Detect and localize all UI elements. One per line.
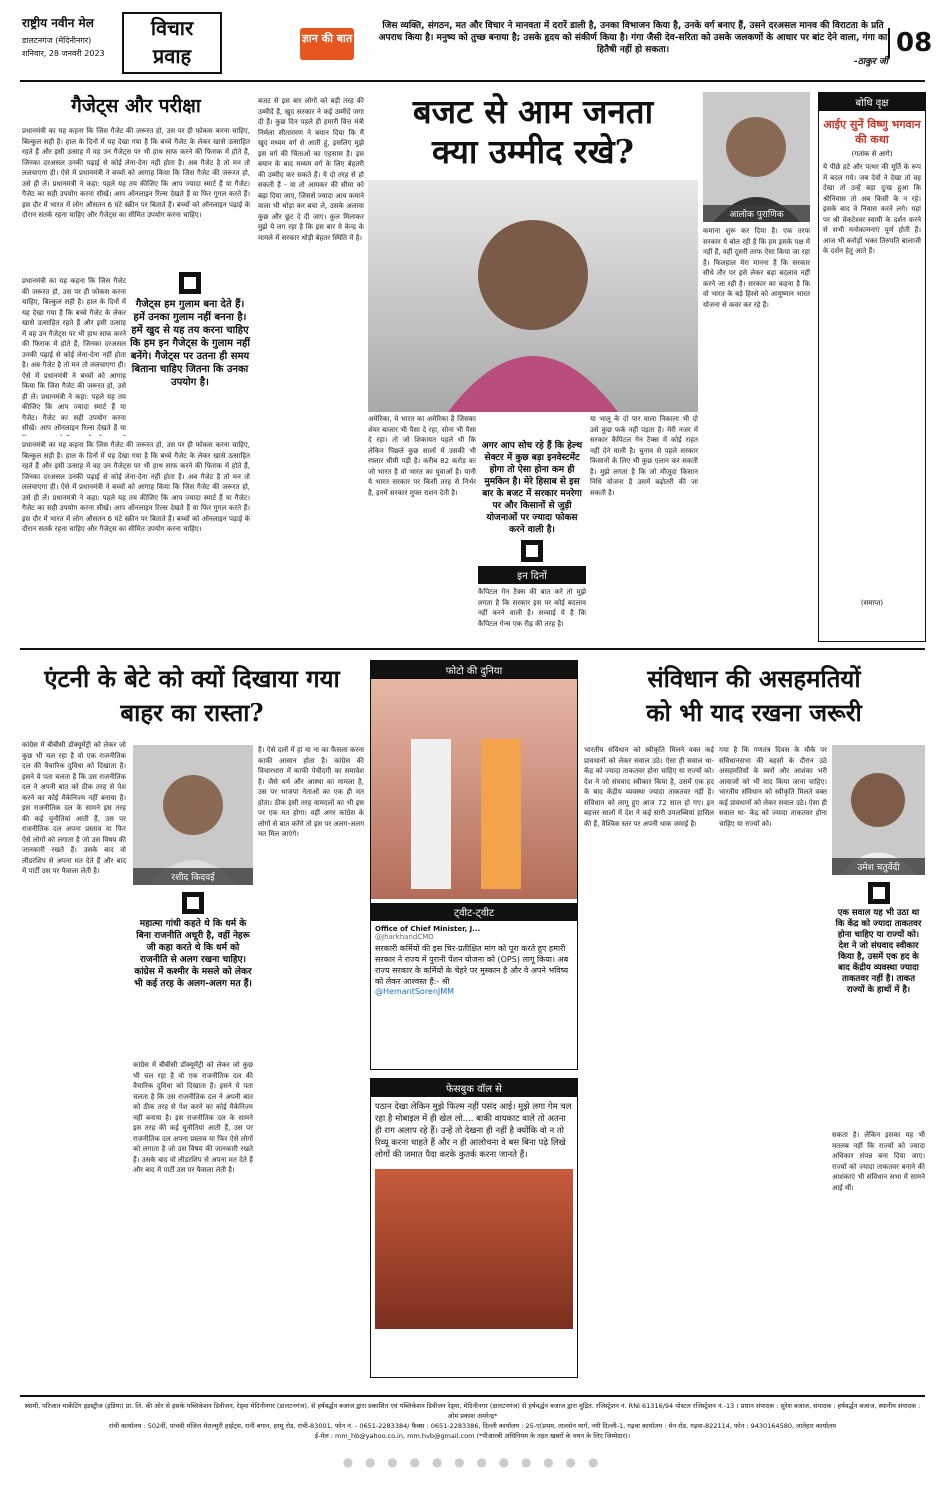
gadgets-body-cont2: प्रधानमंत्री का यह कहना कि जिस गैजेट की जरूरत हो, उस पर ही फोकस करना चाहिए, बिल्कुल सही है। हाल के दिनों में यह देखा गया है कि बच्चे गैजेट के लेकर खासे उत्साहित रहते हैं और इसी उत्साह में वह उन गैजेट्स पर भी हाथ साफ करने की फिराक में होते हैं, जिनका दरअसल उनकी पढ़ाई से कोई लेना-देना नहीं होता है। अब गैजेट है तो मन तो ललचाएगा ही। ऐसे में प्रधानमंत्री ने बच्चों को आगाह किया कि जिस गैजेट की जरूरत हो, उसे ही लें। प्रधानमंत्री ने कहा: पहले यह तय कीजिए कि आप ज्यादा स्मार्ट हैं या गैजेट। गैजेट का सही उपयोग करना सीखें। आप ऑनलाइन रिल्स देखते हैं या फिर गुगल करते हैं। इस दौर में भारत में लोग औसतन 6 घंटे स्क्रीन पर बिताते हैं। बच्चों को ऑनलाइन पढ़ाई के दौरान सतर्क रहना चाहिए और गैजेट्स का सीमित उपयोग करना चाहिए। bbox=[22, 441, 250, 533]
samvidhan-headline bbox=[584, 662, 924, 730]
budget-body-author-col: कमाना शुरू कर दिया है। एक तरफ सरकार ये बोल रही है कि हम इसके पक्ष में नहीं हैं, वहीं दूसरी तरफ ऐसा किया जा रहा है। फिलहाल मेरा मानना है कि सरकार सीधे तौर पर इसे लेकर बड़ा बदलाव नहीं करने जा रही है। सरकार का कहना है कि वो भारत के बड़े हिस्से को आयुष्मान भारत योजना से कवर कर रहे हैं। bbox=[703, 227, 810, 309]
quote-marker-icon bbox=[521, 540, 543, 562]
newspaper-name: राष्ट्रीय नवीन मेल bbox=[22, 16, 94, 30]
author-portrait-icon bbox=[703, 92, 810, 222]
gadgets-body: प्रधानमंत्री का यह कहना कि जिस गैजेट की जरूरत हो, उस पर ही फोकस करना चाहिए, बिल्कुल सही है। हाल के दिनों में यह देखा गया है कि बच्चे गैजेट के लेकर खासे उत्साहित रहते हैं और इसी उत्साह में वह उन गैजेट्स पर भी हाथ साफ करने की फिराक में होते हैं, जिनका दरअसल उनकी पढ़ाई से कोई लेना-देना नहीं होता है। अब गैजेट है तो मन तो ललचाएगा ही। ऐसे में प्रधानमंत्री ने बच्चों को आगाह किया कि जिस गैजेट की जरूरत हो, उसे ही लें। प्रधानमंत्री ने कहा: पहले यह तय कीजिए कि आप ज्यादा स्मार्ट हैं या गैजेट। गैजेट का सही उपयोग करना सीखें। आप ऑनलाइन रिल्स देखते हैं या फिर गुगल करते हैं। इस दौर में भारत में लोग औसतन 6 घंटे स्क्रीन पर बिताते हैं। बच्चों को ऑनलाइन पढ़ाई के दौरान सतर्क रहना चाहिए और गैजेट्स का सीमित उपयोग करना चाहिए। bbox=[22, 127, 250, 219]
bodhi-body: ये पीछे हटे और पत्थर की मूर्ति के रूप में बदल गये। जब देवों ने देखा तो वह देखा तो उन्हें बड़ा दुःख हुआ कि श्रीनिवास तो अब किसी के न रहे। इसके बाद वे निवास करने लगे। यहां पर श्री वेंकटेश्वर स्वामी के दर्शन करने से सभी मनोकामनाएं पूर्ण होती हैं। आज भी करोड़ों भक्त तिरुपति बालाजी के दर्शन हेतु आते हैं। bbox=[823, 163, 921, 255]
antony-headline: एंटनी के बेटे को क्यों दिखाया गया बाहर का रास्ता? bbox=[44, 664, 340, 727]
in-dino-label: इन दिनों bbox=[478, 566, 586, 584]
quote-text: जिस व्यक्ति, संगठन, मत और विचार ने मानवता में दरारें डाली है, उनका विभाजन किया है, उनके वर्ग बनाए हैं, उसने दरअसल मानव की विराटता के प्रति अपराध किया है। मनुष्य को तुच्छ बनाया है; उसके हृदय को संकीर्ण किया है। गंगा जैसी देव-सरिता को उसके जलकणों के आधार पर बांट देने वाला, गंगा का हितैषी नहीं हो सकता। bbox=[378, 21, 888, 55]
budget-pull-quote: अगर आप सोच रहे हैं कि हेल्थ सेक्टर में कुछ बड़ा इनवेस्टमेंट होगा तो ऐसा होना कम ही मुमकिन है। मेरे हिसाब से इस बार के बजट में सरकार मनरेगा पर और किसानों से जुड़ी योजनाओं पर ज्यादा फोकस करने वाली है। bbox=[481, 441, 583, 535]
masthead-left bbox=[22, 14, 122, 59]
samvidhan-body2: गया है कि गणतंत्र दिवस के मौके पर संविधानसभा की बहसों के दौरान उठे असहमतियों के स्वरों और आशंका भरी आवाजों को भी याद किया जाना चाहिए। भारतीय संविधान को स्वीकृति मिलते वक्त कई प्रावधानों को लेकर सवाल उठे। ऐसा ही सवाल था- केंद्र को ज्यादा ताकतवर होना चाहिए या राज्यों को। bbox=[719, 746, 827, 828]
author-portrait-icon bbox=[832, 745, 925, 875]
antony-body-cont: कांग्रेस में बीबीसी डॉक्यूमेंट्री को लेकर जो कुछ भी चल रहा है वो एक राजनीतिक दल की वैचारिक दुविधा को दिखाता है। इसने ये पता चलता है कि उस राजनीतिक दल ने अपनी बात को ठीक तरह से पेश करने का कोई मैकेनिज्म नहीं बनाया है। इस राजनीतिक दल के सामने इस तरह की कई चुनौतियां आती हैं, उस पर राजनीतिक दल अपना प्रस्ताव या फिर ऐसे लोगों को लगाता है जो उस विषय की जानकारी रखते हैं। उसके बाद वो लीडरशिप से अपना मत देते हैं और बाद में पार्टी उस पर फैसला लेती है। bbox=[133, 1061, 253, 1174]
author-portrait-icon bbox=[133, 745, 253, 885]
photo-feature-title: फोटो की दुनिया bbox=[371, 661, 577, 679]
samvidhan-pull-quote-box bbox=[832, 882, 925, 996]
author-caption: रशीद किदवई bbox=[133, 868, 253, 885]
tweet-sub: @JharkhandCMO bbox=[375, 933, 434, 941]
antony-pull-quote: महात्मा गांधी कहते थे कि धर्म के बिना राजनीति अधूरी है, वहीं नेहरू जी कहा करते थे कि धर्म को राजनीति से अलग रखना चाहिए। कांग्रेस में कश्मीर के मसले को लेकर भी कई तरह के अलग-अलग मत हैं। bbox=[134, 919, 252, 989]
antony-pull-quote-box bbox=[133, 892, 253, 990]
budget-body-mid: अमेरिका, ये भारत का अमेरिका है जिसका शेयर बाजार भी पैसा दे रहा, सोना भी पैसा दे रहा। तो जो शिकायत पहले थी कि लेकिन पिछले कुछ सालों में उसकी भी रफ्तार धीमी पड़ी है। करीब 82 करोड़ का जो भारत है वो भारत का युवाओं है। यानी ये भारत सरकार पर किसी तरह से निर्भर है, इनमें सरकार मुफ्त राशन देती है। bbox=[368, 415, 476, 497]
samvidhan-body1: भारतीय संविधान को स्वीकृति मिलने वक्त कई प्रावधानों को लेकर सवाल उठे। ऐसा ही सवाल था- केंद्र को ज्यादा ताकतवर होना चाहिए या राज्यों को। देश ने जो संघवाद स्वीकार किया है, उसमें एक हद के बाद केंद्रीय व्यवस्था ज्यादा ताकतवर नहीं है। संविधान को लागू हुए आज 72 साल हो गए। इन बहत्तर सालों में देश ने कई सारी उपलब्धियां हासिल की हैं, वैश्विक स्तर पर अपनी धाक जमाई है। bbox=[584, 746, 714, 828]
photo-feature-image bbox=[371, 679, 577, 899]
imprint-line2: रांची कार्यालय : 502वीं, पांचवी मंजिल मेराल्मुरी हाईट्स, रानी बगान, हरमू रोड, रांची-83001, फोन नं. - 0651-2283384/ फैक्स : 0651-2283386, दिल्ली कार्यालय : 25-ए(प्रथम, तालसेन मार्ग, नयी दिल्ली-1, गढ़वा कार्यालय : मेन रोड, गढ़वा-822114, फोन : 9430164580, लातेहार कार्यालय bbox=[108, 1422, 837, 1430]
nirmala-portrait-icon bbox=[368, 180, 698, 412]
tweet-handle: Office of Chief Minister, J... bbox=[375, 925, 481, 933]
bodhi-subhead: (गतांक से आगे) bbox=[851, 150, 893, 158]
edition-date: शनिवार, 28 जनवरी 2023 bbox=[22, 49, 105, 58]
section-badge bbox=[122, 12, 222, 74]
antony-body2: है। ऐसे दलों में हां या ना का फैसला करना काफी आसान होता है। कांग्रेस की विचारधारा में काफी पेचीदगी का समावेश है। जैसे धर्म और आस्था का मामला है, उस पर भाजपा नेताओं का एक ही मत होता। ठीक इसी तरह वामदलों का भी इस पर एक मत होगा। वहीं अगर कांग्रेस के लोगों से बात करेंगे तो इस पर अलग-अलग मत मिल जाएंगे। bbox=[258, 746, 364, 838]
edition-place: डालटनगंज (मेदिनीनगर) bbox=[22, 36, 92, 45]
quote-author: -ठाकुर जी bbox=[853, 57, 888, 67]
tweet-card bbox=[371, 921, 577, 1000]
gadgets-headline: गैजेट्स और परीक्षा bbox=[71, 95, 201, 117]
budget-body-mid2: कैपिटल गेन टैक्स की बात करें तो मुझे लगता है कि सरकार इस पर कोई बदलाव नहीं करने वाली है। सच्चाई ये है कि कैपिटल गेन्स एक रीढ़ की तरह है। bbox=[478, 588, 586, 628]
samvidhan-headline-line1: संविधान की असहमतियों bbox=[647, 664, 861, 693]
fb-title: फेसबुक वॉल से bbox=[371, 1079, 577, 1097]
author-photo-rashid bbox=[133, 745, 253, 885]
budget-headline-line2: क्या उम्मीद रखे? bbox=[432, 132, 634, 171]
samvidhan-pull-quote: एक सवाल यह भी उठा था कि केंद्र को ज्यादा ताकतवर होना चाहिए या राज्यों को। देश ने जो संघवाद स्वीकार किया है, उसमें एक हद के बाद केंद्रीय व्यवस्था ज्यादा ताकतवर नहीं है। ताकत राज्यों के हाथों में है। bbox=[835, 908, 922, 995]
budget-body-left: बजट से इस बार लोगों को बड़ी तरह की उम्मीदें हैं, खुद सरकार ने कई उम्मीदें जगा दी हैं। कुछ दिन पहले ही हमारी वित्त मंत्री निर्मला सीतारमण ने बयान दिया कि मैं खुद मध्यम वर्ग से आती हूं, इसलिए मुझे इस वर्ग की चिंताओं का एहसास है। इस बयान के बाद मध्यम वर्ग के लिए बेहतरी की उम्मीद कर सकते हैं। ये दो तरह से हो सकती हैं - या तो आयकर की सीमा को बढ़ा दिया जाए, जिससे ज्यादा आय कमाने वाला भी थोड़ा कर बचा ले, उसके अलावा कुछ और छूट दे दी जाए। कुल मिलाकर मुझे ये लग रहा है कि इस बार ये केन्द्र के मामले में सरकार थोड़ी बेहतर स्थिति में है। bbox=[258, 97, 364, 242]
budget-headline-line1: बजट से आम जनता bbox=[412, 92, 654, 131]
quote-marker-icon bbox=[868, 882, 890, 904]
masthead-divider bbox=[20, 80, 925, 82]
bodhi-end: (समाप्त) bbox=[860, 599, 884, 607]
quote-of-day bbox=[378, 20, 888, 68]
gadgets-body-cont: प्रधानमंत्री का यह कहना कि जिस गैजेट की जरूरत हो, उस पर ही फोकस करना चाहिए, बिल्कुल सही है। हाल के दिनों में यह देखा गया है कि बच्चे गैजेट के लेकर खासे उत्साहित रहते हैं और इसी उत्साह में वह उन गैजेट्स पर भी हाथ साफ करने की फिराक में होते हैं, जिनका दरअसल उनकी पढ़ाई से कोई लेना-देना नहीं होता है। अब गैजेट है तो मन तो ललचाएगा ही। ऐसे में प्रधानमंत्री ने बच्चों को आगाह किया कि जिस गैजेट की जरूरत हो, उसे ही लें। प्रधानमंत्री ने कहा: पहले यह तय कीजिए कि आप ज्यादा स्मार्ट हैं या गैजेट। गैजेट का सही उपयोग करना सीखें। आप ऑनलाइन रिल्स देखते हैं या bbox=[22, 277, 126, 432]
imprint-footer bbox=[20, 1395, 925, 1441]
antony-body: कांग्रेस में बीबीसी डॉक्यूमेंट्री को लेकर जो कुछ भी चल रहा है वो एक राजनीतिक दल की वैचारिक दुविधा को दिखाता है। इसने ये पता चलता है कि उस राजनीतिक दल ने अपनी बात को ठीक तरह से पेश करने का कोई मैकेनिज्म नहीं बनाया है। इस राजनीतिक दल के सामने इस तरह की कई चुनौतियां आती हैं, उस पर राजनीतिक दल अपना प्रस्ताव या फिर ऐसे लोगों को लगाता है जो उस विषय की जानकारी रखते हैं। उसके बाद वो लीडरशिप से अपना मत देते हैं और बाद में पार्टी उस पर फैसला लेती है। bbox=[22, 741, 126, 875]
author-photo-alok bbox=[703, 92, 810, 222]
page-number: 08 bbox=[888, 28, 940, 58]
people-photo-icon bbox=[371, 679, 577, 899]
gadgets-pull-quote: गैजेट्स हम गुलाम बना देते हैं। हमें उनका गुलाम नहीं बनना है। हमें खुद से यह तय करना चाहिए कि हम इन गैजेट्स के गुलाम नहीं बनेंगे। गैजेट्स पर उतना ही समय बिताना चाहिए जितना कि उनका उपयोग है। bbox=[130, 299, 250, 388]
section-title-line2: प्रवाह bbox=[152, 44, 192, 68]
quote-marker-icon bbox=[182, 892, 204, 914]
registration-marks: ● ● ● ● ● ● ● ● ● ● ● ● bbox=[342, 1455, 603, 1469]
budget-photo bbox=[368, 180, 698, 412]
cinema-photo bbox=[375, 1169, 573, 1329]
bodhi-vriksh-box bbox=[818, 92, 926, 642]
tweet-link[interactable]: @HemantSorenJMM bbox=[375, 987, 455, 996]
fb-text: पठान देखा लेकिन मुझे फिल्म नहीं पसंद आई। मुझे लगा गेम चल रहा है मोबाइल में ही खेल लो.... बाकी वायकाट वाले तो अतना ही राग अलाप रहे हैं। उन्हें तो देखना ही नहीं है क्योंकि वो न तो रिव्यू करना चाहते हैं और न ही आलोचना वे बस बिना पढ़े लिखे लोगों की जमात पैदा करके कुतर्क करना जानते हैं। bbox=[375, 1102, 572, 1160]
photo-feature-box bbox=[370, 660, 578, 1070]
tweet-title: ट्वीट-ट्वीट bbox=[371, 903, 577, 921]
budget-headline bbox=[368, 92, 698, 172]
section-title-line1: विचार bbox=[150, 16, 194, 40]
author-caption: उमेश चतुर्वेदी bbox=[832, 858, 925, 875]
tweet-text: सरकारी कर्मियों की इस चिर-प्रतीक्षित मांग को पूरा करते हुए हमारी सरकार ने राज्य में पुरानी पेंशन योजना को (OPS) लागू किया। अब राज्य सरकार के कर्मियों के चेहरे पर मुस्कान है और वे अपने भविष्य को लेकर आश्वस्त हैं:- श्री bbox=[375, 944, 569, 986]
imprint-line1: स्वामी, परिजात मार्केटिंग इंडस्ट्रीज (इंडिया) प्रा. लि. की ओर से इसके पब्लिकेशन डिवीजन, रेड्मा मेदिनीनगर (डालटनगंज), से हर्षवर्द्धन बजाज द्वारा प्रकाशित एवं पब्लिकेशन डिवीजन रेड्मा, मेदिनीनगर (डालटनगंज) से हर्षवर्द्धन बजाज द्वारा मुद्रित. रजिस्ट्रेशन नं. RNI 61316/94 पोस्टल रजिस्ट्रेशन नं.-13 । प्रधान संपादक : सुरेश बजाज, संपादक : हर्षवर्द्धन बजाज, स्थानीय संपादक : ओम प्रकाश अमरेन्द्र* bbox=[24, 1402, 921, 1420]
author-photo-umesh bbox=[832, 745, 925, 875]
bodhi-box-title: बोधि वृक्ष bbox=[819, 93, 925, 111]
mid-divider bbox=[20, 648, 925, 650]
facebook-box bbox=[370, 1078, 578, 1378]
quote-marker-icon bbox=[179, 272, 201, 294]
samvidhan-headline-line2: को भी याद रखना जरूरी bbox=[646, 698, 862, 727]
gadgets-pull-quote-box bbox=[130, 272, 250, 389]
bodhi-headline: आईए सुनें विष्णु भगवान की कथा bbox=[823, 118, 921, 146]
budget-body-right: या भालू के दो पार वाला निकाला भी दो उसे कुछ फर्क नहीं पड़ता है। मेरी नजर में सरकार कैपिटल गेन टैक्स में कोई राहत नहीं देने वाली है। चुनाव से पहले सरकार किसानों के लिए भी कुछ एलान कर सकती है। मुझे लगता है कि जो मौजूदा किसान निधि योजना है उसमें बढ़ोतरी की जा सकती है। bbox=[590, 415, 698, 497]
author-caption: आलोक पुराणिक bbox=[703, 205, 810, 222]
budget-pull-quote-box bbox=[478, 440, 586, 647]
imprint-line3: ई-मेल : mm_hb@yahoo.co.in, mm.hvb@gmail.com (*पीआरबी अधिनियम के तहत खबरों के चयन के लिए जिम्मेदार)। bbox=[314, 1432, 631, 1440]
samvidhan-body3: सकता है। लेकिन इसका यह भी मतलब नहीं कि राज्यों को ज्यादा अधिकार संपन्न बना दिया जाए। राज्यों को ज्यादा ताकतवर बनाने की आशंकाएं भी संविधान सभा में सामने आई थीं। bbox=[832, 1131, 925, 1192]
gyan-badge: ज्ञान की बात bbox=[300, 28, 354, 60]
